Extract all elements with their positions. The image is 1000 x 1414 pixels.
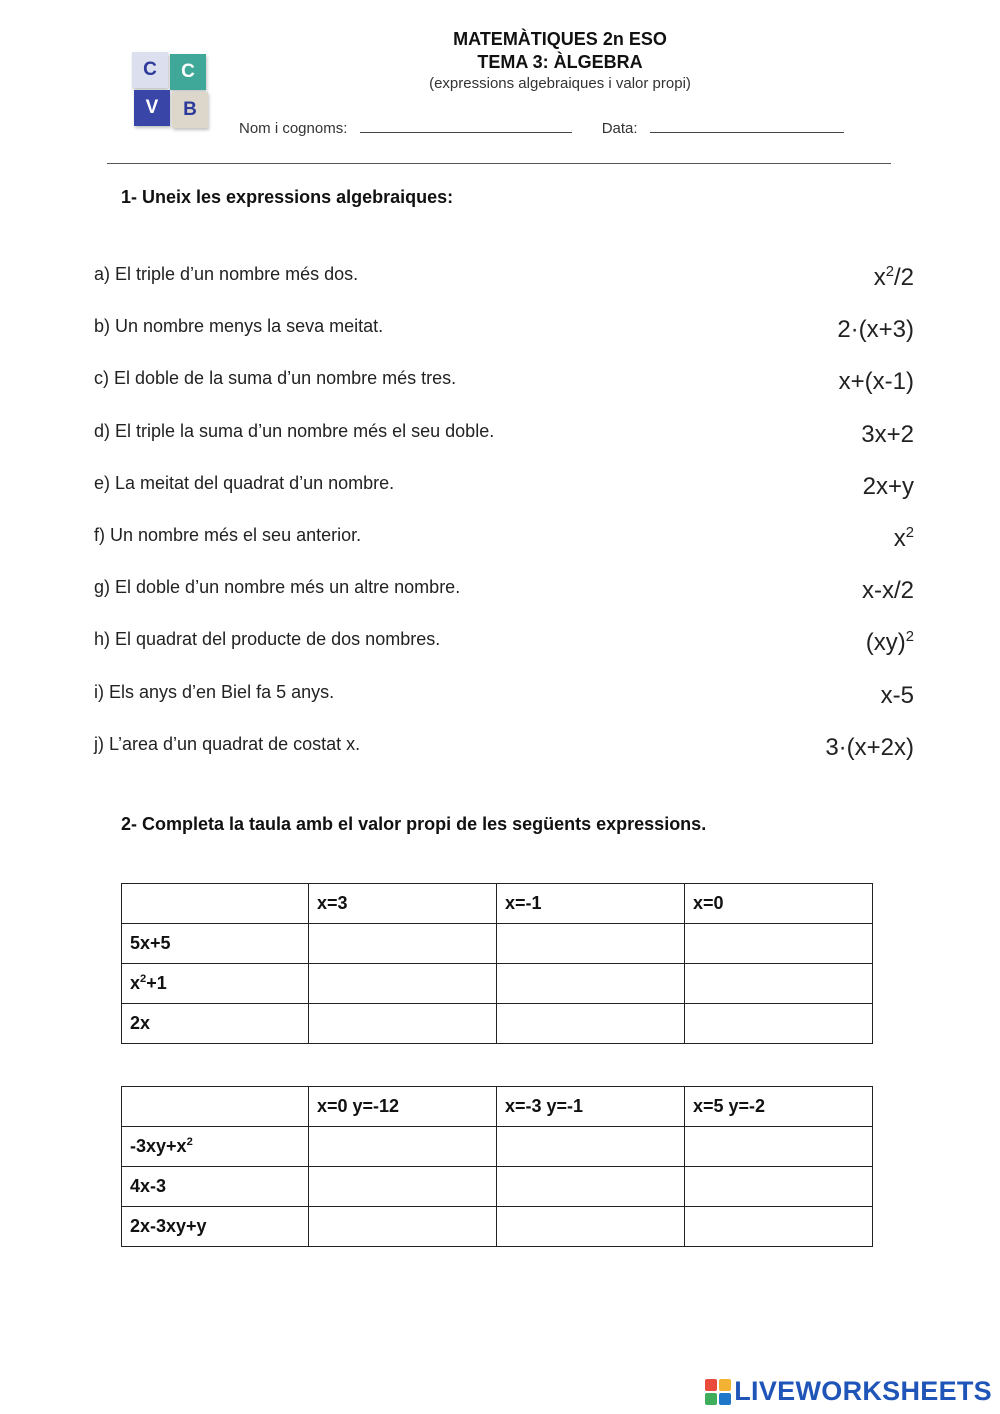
- match-item: d) El triple la suma d’un nombre més el seu doble.: [94, 420, 495, 441]
- answer-cell[interactable]: [309, 1167, 497, 1207]
- expression-sup: 2: [186, 1136, 193, 1148]
- match-expression[interactable]: [866, 629, 914, 657]
- expression-base: x: [130, 973, 141, 993]
- school-logo: [132, 52, 210, 130]
- date-field[interactable]: [650, 117, 844, 133]
- table-header-cell: x=-3 y=-1: [497, 1087, 685, 1127]
- values-table-2: [121, 1086, 873, 1247]
- table-header-cell: x=-1: [497, 884, 685, 924]
- match-expression[interactable]: [874, 264, 914, 292]
- match-expression[interactable]: [881, 682, 914, 710]
- answer-cell[interactable]: [497, 1127, 685, 1167]
- match-item: h) El quadrat del producte de dos nombres.: [94, 629, 441, 650]
- table-header-cell: x=3: [309, 884, 497, 924]
- answer-cell[interactable]: [685, 1207, 873, 1247]
- match-item: j) L’area d’un quadrat de costat x.: [94, 733, 361, 754]
- worksheet-subtitle: TEMA 3: ÀLGEBRA: [477, 52, 643, 72]
- table-row: [122, 1004, 873, 1044]
- table-row: [122, 1207, 873, 1247]
- match-item: g) El doble d’un nombre més un altre nombre.: [94, 577, 461, 598]
- logo-letter: B: [172, 92, 208, 128]
- liveworksheets-icon: [705, 1379, 731, 1405]
- match-expression[interactable]: [862, 577, 914, 605]
- answer-cell[interactable]: [497, 1167, 685, 1207]
- match-expression[interactable]: [861, 421, 914, 449]
- table-header-cell: x=0 y=-12: [309, 1087, 497, 1127]
- values-table-1: [121, 883, 873, 1044]
- expression-cell: [122, 1127, 309, 1167]
- answer-cell[interactable]: [309, 964, 497, 1004]
- expression-exponent: 2: [905, 629, 914, 646]
- header-divider: [107, 163, 891, 164]
- answer-cell[interactable]: [309, 1127, 497, 1167]
- answer-cell[interactable]: [497, 1207, 685, 1247]
- expression-base: 5x+5: [130, 933, 171, 953]
- match-expression[interactable]: [839, 368, 914, 396]
- match-item: b) Un nombre menys la seva meitat.: [94, 316, 384, 337]
- answer-cell[interactable]: [685, 924, 873, 964]
- table-header-cell: [122, 884, 309, 924]
- worksheet-title: MATEMÀTIQUES 2n ESO: [453, 29, 667, 49]
- table-header-cell: x=0: [685, 884, 873, 924]
- expression-cell: [122, 1167, 309, 1207]
- match-expression[interactable]: [894, 525, 914, 553]
- table-header-row: [122, 1087, 873, 1127]
- section2-title: 2- Completa la taula amb el valor propi de les següents expressions.: [121, 814, 707, 834]
- expression-sup: 2: [140, 973, 147, 985]
- expression-cell: [122, 964, 309, 1004]
- match-item: a) El triple d’un nombre més dos.: [94, 264, 359, 284]
- expression-rest: /2: [893, 264, 914, 291]
- expression-cell: [122, 924, 309, 964]
- match-item: e) La meitat del quadrat d’un nombre.: [94, 472, 395, 493]
- expression-base: 3x+2: [861, 420, 914, 448]
- answer-cell[interactable]: [685, 964, 873, 1004]
- expression-exponent: 2: [905, 525, 914, 541]
- date-label: Data:: [601, 120, 638, 137]
- expression-base: 3·(x+2x): [825, 733, 914, 761]
- table-row: [122, 1127, 873, 1167]
- expression-base: x-5: [880, 681, 914, 709]
- answer-cell[interactable]: [309, 924, 497, 964]
- expression-base: 2x: [130, 1013, 151, 1033]
- table-header-cell: [122, 1087, 309, 1127]
- answer-cell[interactable]: [497, 924, 685, 964]
- match-expression[interactable]: [863, 473, 914, 501]
- expression-base: x-x/2: [861, 577, 914, 605]
- liveworksheets-watermark: [705, 1376, 992, 1407]
- table-header-cell: x=5 y=-2: [685, 1087, 873, 1127]
- match-item: f) Un nombre més el seu anterior.: [94, 525, 362, 545]
- expression-base: 2x-3xy+y: [130, 1216, 207, 1236]
- match-expression[interactable]: [837, 316, 914, 344]
- watermark-text: LIVEWORKSHEETS: [734, 1376, 992, 1406]
- icon-cell: [705, 1379, 717, 1391]
- icon-cell: [719, 1393, 731, 1405]
- expression-base: -3xy+x: [130, 1136, 187, 1156]
- answer-cell[interactable]: [685, 1167, 873, 1207]
- icon-cell: [705, 1393, 717, 1405]
- answer-cell[interactable]: [309, 1004, 497, 1044]
- expression-base: 2x+y: [862, 472, 914, 500]
- name-date-row: [239, 117, 844, 137]
- table-row: [122, 1167, 873, 1207]
- section1-title: 1- Uneix les expressions algebraiques:: [121, 187, 454, 207]
- match-item: i) Els anys d’en Biel fa 5 anys.: [94, 681, 335, 702]
- table-header-row: [122, 884, 873, 924]
- expression-base: 2·(x+3): [837, 316, 914, 344]
- expression-base: 4x-3: [130, 1176, 167, 1196]
- expression-rest: +1: [146, 973, 167, 993]
- answer-cell[interactable]: [497, 1004, 685, 1044]
- answer-cell[interactable]: [685, 1127, 873, 1167]
- expression-exponent: 2: [885, 264, 894, 280]
- expression-base: x: [873, 264, 886, 291]
- expression-base: x+(x-1): [838, 368, 914, 396]
- icon-cell: [719, 1379, 731, 1391]
- expression-cell: [122, 1207, 309, 1247]
- expression-cell: [122, 1004, 309, 1044]
- logo-letter: V: [134, 90, 170, 126]
- answer-cell[interactable]: [309, 1207, 497, 1247]
- answer-cell[interactable]: [497, 964, 685, 1004]
- expression-base: (xy): [865, 629, 906, 657]
- name-label: Nom i cognoms:: [239, 120, 348, 137]
- answer-cell[interactable]: [685, 1004, 873, 1044]
- table-row: [122, 924, 873, 964]
- name-field[interactable]: [360, 117, 572, 133]
- expression-base: x: [893, 525, 906, 552]
- logo-letter: C: [170, 54, 206, 90]
- table-row: [122, 964, 873, 1004]
- logo-letter: C: [132, 52, 168, 88]
- worksheet-note: (expressions algebraiques i valor propi): [429, 75, 691, 92]
- match-item: c) El doble de la suma d’un nombre més tres.: [94, 368, 457, 389]
- match-expression[interactable]: [825, 734, 914, 762]
